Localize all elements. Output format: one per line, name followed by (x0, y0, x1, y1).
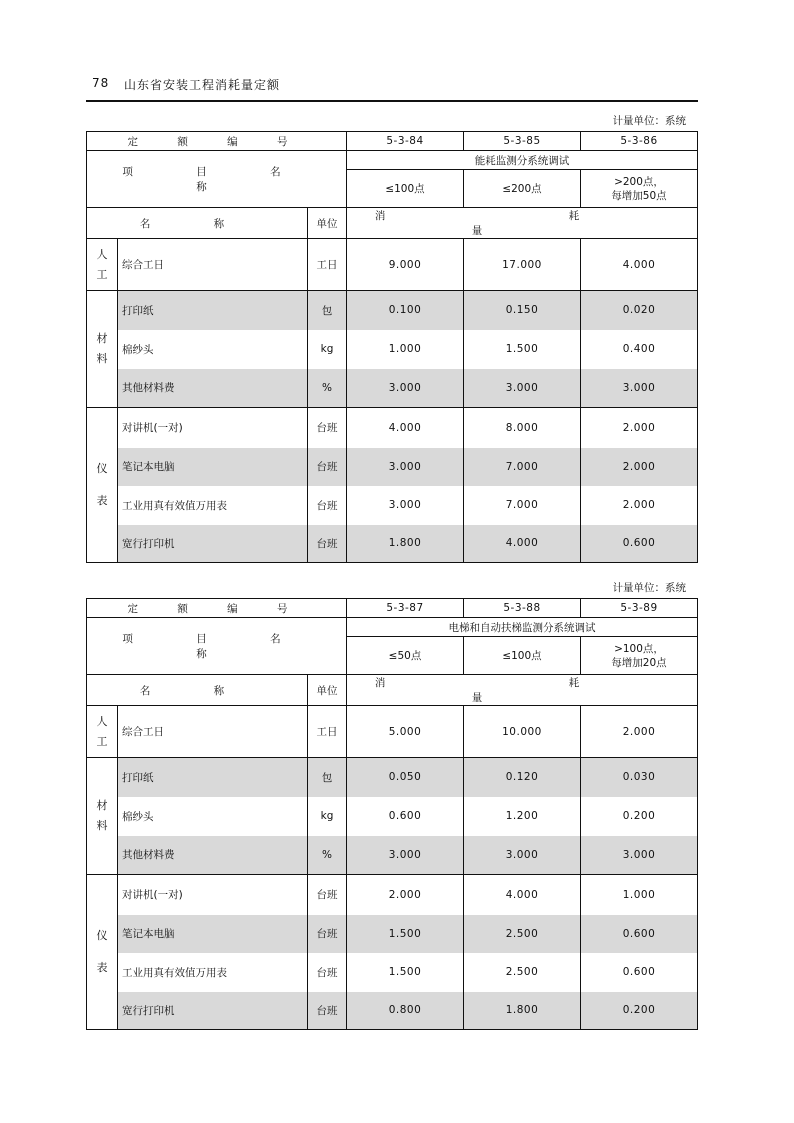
unit-header: 单位 (308, 675, 347, 706)
item-value: 2.500 (464, 915, 581, 953)
item-value: 0.200 (581, 992, 698, 1030)
item-value: 3.000 (347, 486, 464, 525)
quota-code: 5-3-85 (464, 132, 581, 151)
item-value: 8.000 (464, 408, 581, 448)
item-unit: 台班 (308, 875, 347, 915)
quota-code: 5-3-89 (581, 599, 698, 618)
item-unit: % (308, 836, 347, 875)
item-value: 0.020 (581, 291, 698, 330)
item-value: 0.600 (347, 797, 464, 836)
item-value: 2.000 (581, 448, 698, 486)
item-unit: 台班 (308, 408, 347, 448)
item-name: 打印纸 (118, 758, 308, 797)
quota-table-2 (86, 598, 698, 1030)
item-unit: 台班 (308, 525, 347, 563)
item-value: 3.000 (464, 836, 581, 875)
item-name: 打印纸 (118, 291, 308, 330)
quota-code-label: 定 额 编 号 (87, 132, 347, 151)
category-labor: 人工 (87, 239, 118, 291)
item-value: 4.000 (464, 875, 581, 915)
spec-line: >100点， (614, 642, 664, 655)
item-value: 2.500 (464, 953, 581, 992)
item-value: 3.000 (347, 448, 464, 486)
item-value: 0.120 (464, 758, 581, 797)
spec-cell: ≤50点 (347, 637, 464, 675)
item-unit: 台班 (308, 486, 347, 525)
book-title: 山东省安装工程消耗量定额 (124, 78, 281, 92)
consumption-header: 消 耗 量 (347, 675, 698, 706)
quota-code-label: 定 额 编 号 (87, 599, 347, 618)
item-value: 0.200 (581, 797, 698, 836)
spec-line: 每增加50点 (611, 189, 667, 202)
category-labor: 人工 (87, 706, 118, 758)
item-name: 综合工日 (118, 706, 308, 758)
item-value: 0.150 (464, 291, 581, 330)
quota-code: 5-3-87 (347, 599, 464, 618)
item-value: 1.500 (347, 953, 464, 992)
item-value: 4.000 (347, 408, 464, 448)
item-value: 0.100 (347, 291, 464, 330)
quota-code: 5-3-86 (581, 132, 698, 151)
item-value: 4.000 (464, 525, 581, 563)
item-value: 1.500 (347, 915, 464, 953)
item-unit: 工日 (308, 239, 347, 291)
item-name: 棉纱头 (118, 797, 308, 836)
item-value: 2.000 (581, 408, 698, 448)
page-header (86, 74, 698, 102)
item-value: 0.030 (581, 758, 698, 797)
item-value: 7.000 (464, 448, 581, 486)
item-name: 笔记本电脑 (118, 448, 308, 486)
item-value: 1.000 (581, 875, 698, 915)
item-value: 0.600 (581, 915, 698, 953)
item-value: 0.400 (581, 330, 698, 369)
item-unit: 台班 (308, 915, 347, 953)
item-name: 工业用真有效值万用表 (118, 486, 308, 525)
spec-cell: ≤200点 (464, 170, 581, 208)
quota-code: 5-3-88 (464, 599, 581, 618)
item-value: 3.000 (347, 836, 464, 875)
spec-line: 每增加20点 (611, 656, 667, 669)
item-name: 综合工日 (118, 239, 308, 291)
item-value: 17.000 (464, 239, 581, 291)
item-name: 宽行打印机 (118, 992, 308, 1030)
item-name: 其他材料费 (118, 836, 308, 875)
item-value: 10.000 (464, 706, 581, 758)
item-value: 5.000 (347, 706, 464, 758)
item-name: 棉纱头 (118, 330, 308, 369)
spec-cell (581, 170, 698, 208)
category-instrument: 仪表 (87, 875, 118, 1030)
category-material: 材料 (87, 758, 118, 875)
item-value: 2.000 (581, 486, 698, 525)
name-header: 名 称 (87, 208, 308, 239)
item-value: 1.800 (464, 992, 581, 1030)
quota-code: 5-3-84 (347, 132, 464, 151)
unit-line-1: 计量单位：系统 (612, 115, 686, 127)
spec-cell (581, 637, 698, 675)
item-value: 2.000 (347, 875, 464, 915)
item-unit: % (308, 369, 347, 408)
item-value: 4.000 (581, 239, 698, 291)
page-number: 78 (92, 76, 110, 90)
spec-cell: ≤100点 (464, 637, 581, 675)
consumption-header: 消 耗 量 (347, 208, 698, 239)
item-name-label: 项 目 名 称 (87, 151, 347, 208)
item-unit: kg (308, 797, 347, 836)
item-unit: 包 (308, 758, 347, 797)
item-value: 3.000 (581, 369, 698, 408)
item-value: 0.600 (581, 525, 698, 563)
item-unit: 工日 (308, 706, 347, 758)
item-unit: 台班 (308, 953, 347, 992)
item-unit: 台班 (308, 992, 347, 1030)
item-name-label: 项 目 名 称 (87, 618, 347, 675)
item-name: 笔记本电脑 (118, 915, 308, 953)
item-unit: 台班 (308, 448, 347, 486)
item-value: 3.000 (464, 369, 581, 408)
spec-cell: ≤100点 (347, 170, 464, 208)
unit-header: 单位 (308, 208, 347, 239)
item-value: 1.500 (464, 330, 581, 369)
item-value: 0.050 (347, 758, 464, 797)
item-value: 2.000 (581, 706, 698, 758)
group-title: 电梯和自动扶梯监测分系统调试 (347, 618, 698, 637)
item-value: 1.800 (347, 525, 464, 563)
item-name: 工业用真有效值万用表 (118, 953, 308, 992)
category-material: 材料 (87, 291, 118, 408)
item-name: 对讲机(一对) (118, 875, 308, 915)
item-value: 3.000 (581, 836, 698, 875)
unit-line-2: 计量单位：系统 (612, 582, 686, 594)
spec-line: >200点， (614, 175, 664, 188)
quota-table-1 (86, 131, 698, 563)
item-unit: 包 (308, 291, 347, 330)
group-title: 能耗监测分系统调试 (347, 151, 698, 170)
name-header: 名 称 (87, 675, 308, 706)
item-name: 宽行打印机 (118, 525, 308, 563)
item-value: 0.600 (581, 953, 698, 992)
item-value: 3.000 (347, 369, 464, 408)
category-instrument: 仪表 (87, 408, 118, 563)
item-name: 其他材料费 (118, 369, 308, 408)
item-name: 对讲机(一对) (118, 408, 308, 448)
item-unit: kg (308, 330, 347, 369)
item-value: 0.800 (347, 992, 464, 1030)
item-value: 1.200 (464, 797, 581, 836)
item-value: 9.000 (347, 239, 464, 291)
item-value: 1.000 (347, 330, 464, 369)
item-value: 7.000 (464, 486, 581, 525)
